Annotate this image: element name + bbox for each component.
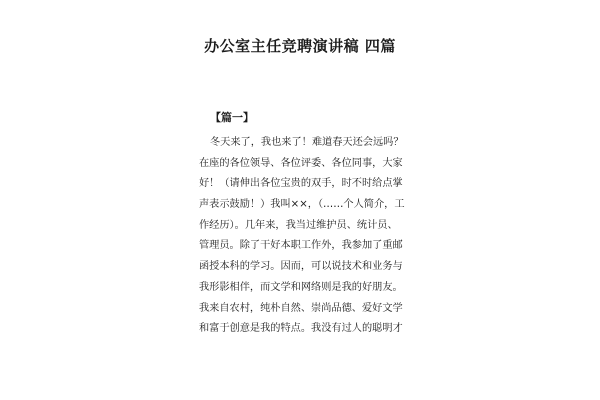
- text-line: 我形影相伴，而文学和网络则是我的好朋友。: [199, 281, 403, 293]
- text-line: 函授本科的学习。因而，可以说技术和业务与: [199, 261, 403, 273]
- text-line: 在座的各位领导、各位评委、各位同事，大家: [199, 157, 403, 169]
- text-line: 作经历）。几年来，我当过维护员、统计员、: [199, 219, 398, 231]
- body-paragraph: [199, 133, 404, 340]
- text-line: 冬天来了，我也来了！难道春天还会远吗？: [210, 137, 404, 148]
- document-title: 办公室主任竞聘演讲稿 四篇: [204, 37, 396, 55]
- text-line: 我来自农村，纯朴自然、崇尚品德、爱好文学: [199, 302, 403, 314]
- text-line: 好！（请伸出各位宝贵的双手，时不时给点掌: [199, 178, 403, 190]
- text-line: 和富于创意是我的特点。我没有过人的聪明才: [199, 323, 403, 335]
- section-heading: 【篇一】: [210, 111, 254, 124]
- text-line: 声表示鼓励！）我叫××，（……个人简介，工: [199, 199, 405, 211]
- text-line: 管理员。除了干好本职工作外，我参加了重邮: [199, 240, 403, 252]
